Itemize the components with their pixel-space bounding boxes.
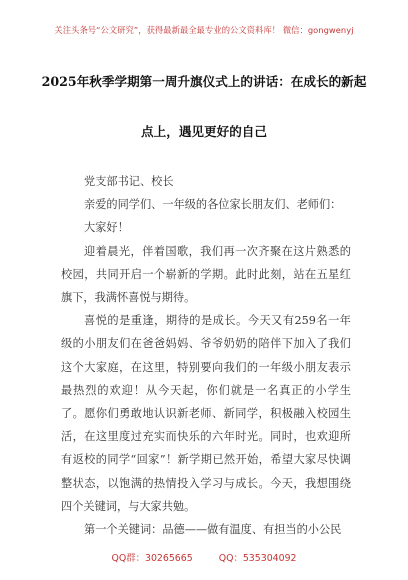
footer-qq: QQ：535304092 [218,553,297,564]
header-notice: 关注头条号“公文研究”，获得最新最全最专业的公文资料库！ 微信：gongwenyj [54,25,354,35]
document-title-line-1: 2025年秋季学期第一周升旗仪式上的讲话：在成长的新起 [41,74,367,89]
document-title-line-2: 点上，遇见更好的自己 [141,124,267,139]
paragraph-welcome: 喜悦的是重逢，期待的是成长。今天又有259名一年级的小朋友们在爸爸妈妈、爷爷奶奶的陪伴下加入了我们这个大家庭，在这里，特别要向我们的一年级小朋友表示最热烈的欢迎！从今天起，你们就是一名真正的小学生了。愿你们勇敢地认识新老师、新同学，积极融入校园生活，在这里度过充实而快乐的六年时光。同时，也欢迎所有返校的同学“回家”！新学期已然开始，希望大家尽快调整状态，以饱满的热情投入学习与成长。今天，我想围绕四个关键词，与大家共勉。 [61,314,351,513]
footer-contact [0,550,408,564]
section-heading-1: 第一个关键词：品德——做有温度、有担当的小公民 [84,523,342,537]
document-body [61,170,351,541]
greeting: 大家好！ [84,221,129,235]
paragraph-opening: 迎着晨光，伴着国歌，我们再一次齐聚在这片熟悉的校园，共同开启一个崭新的学期。此时此刻，站在五星红旗下，我满怀喜悦与期待。 [61,244,351,305]
footer-qq-group: QQ群：30265665 [111,553,193,564]
addressee-line: 党支部书记、校长 [84,175,174,188]
salutation: 亲爱的同学们、一年级的各位家长朋友们、老师们： [84,198,342,212]
